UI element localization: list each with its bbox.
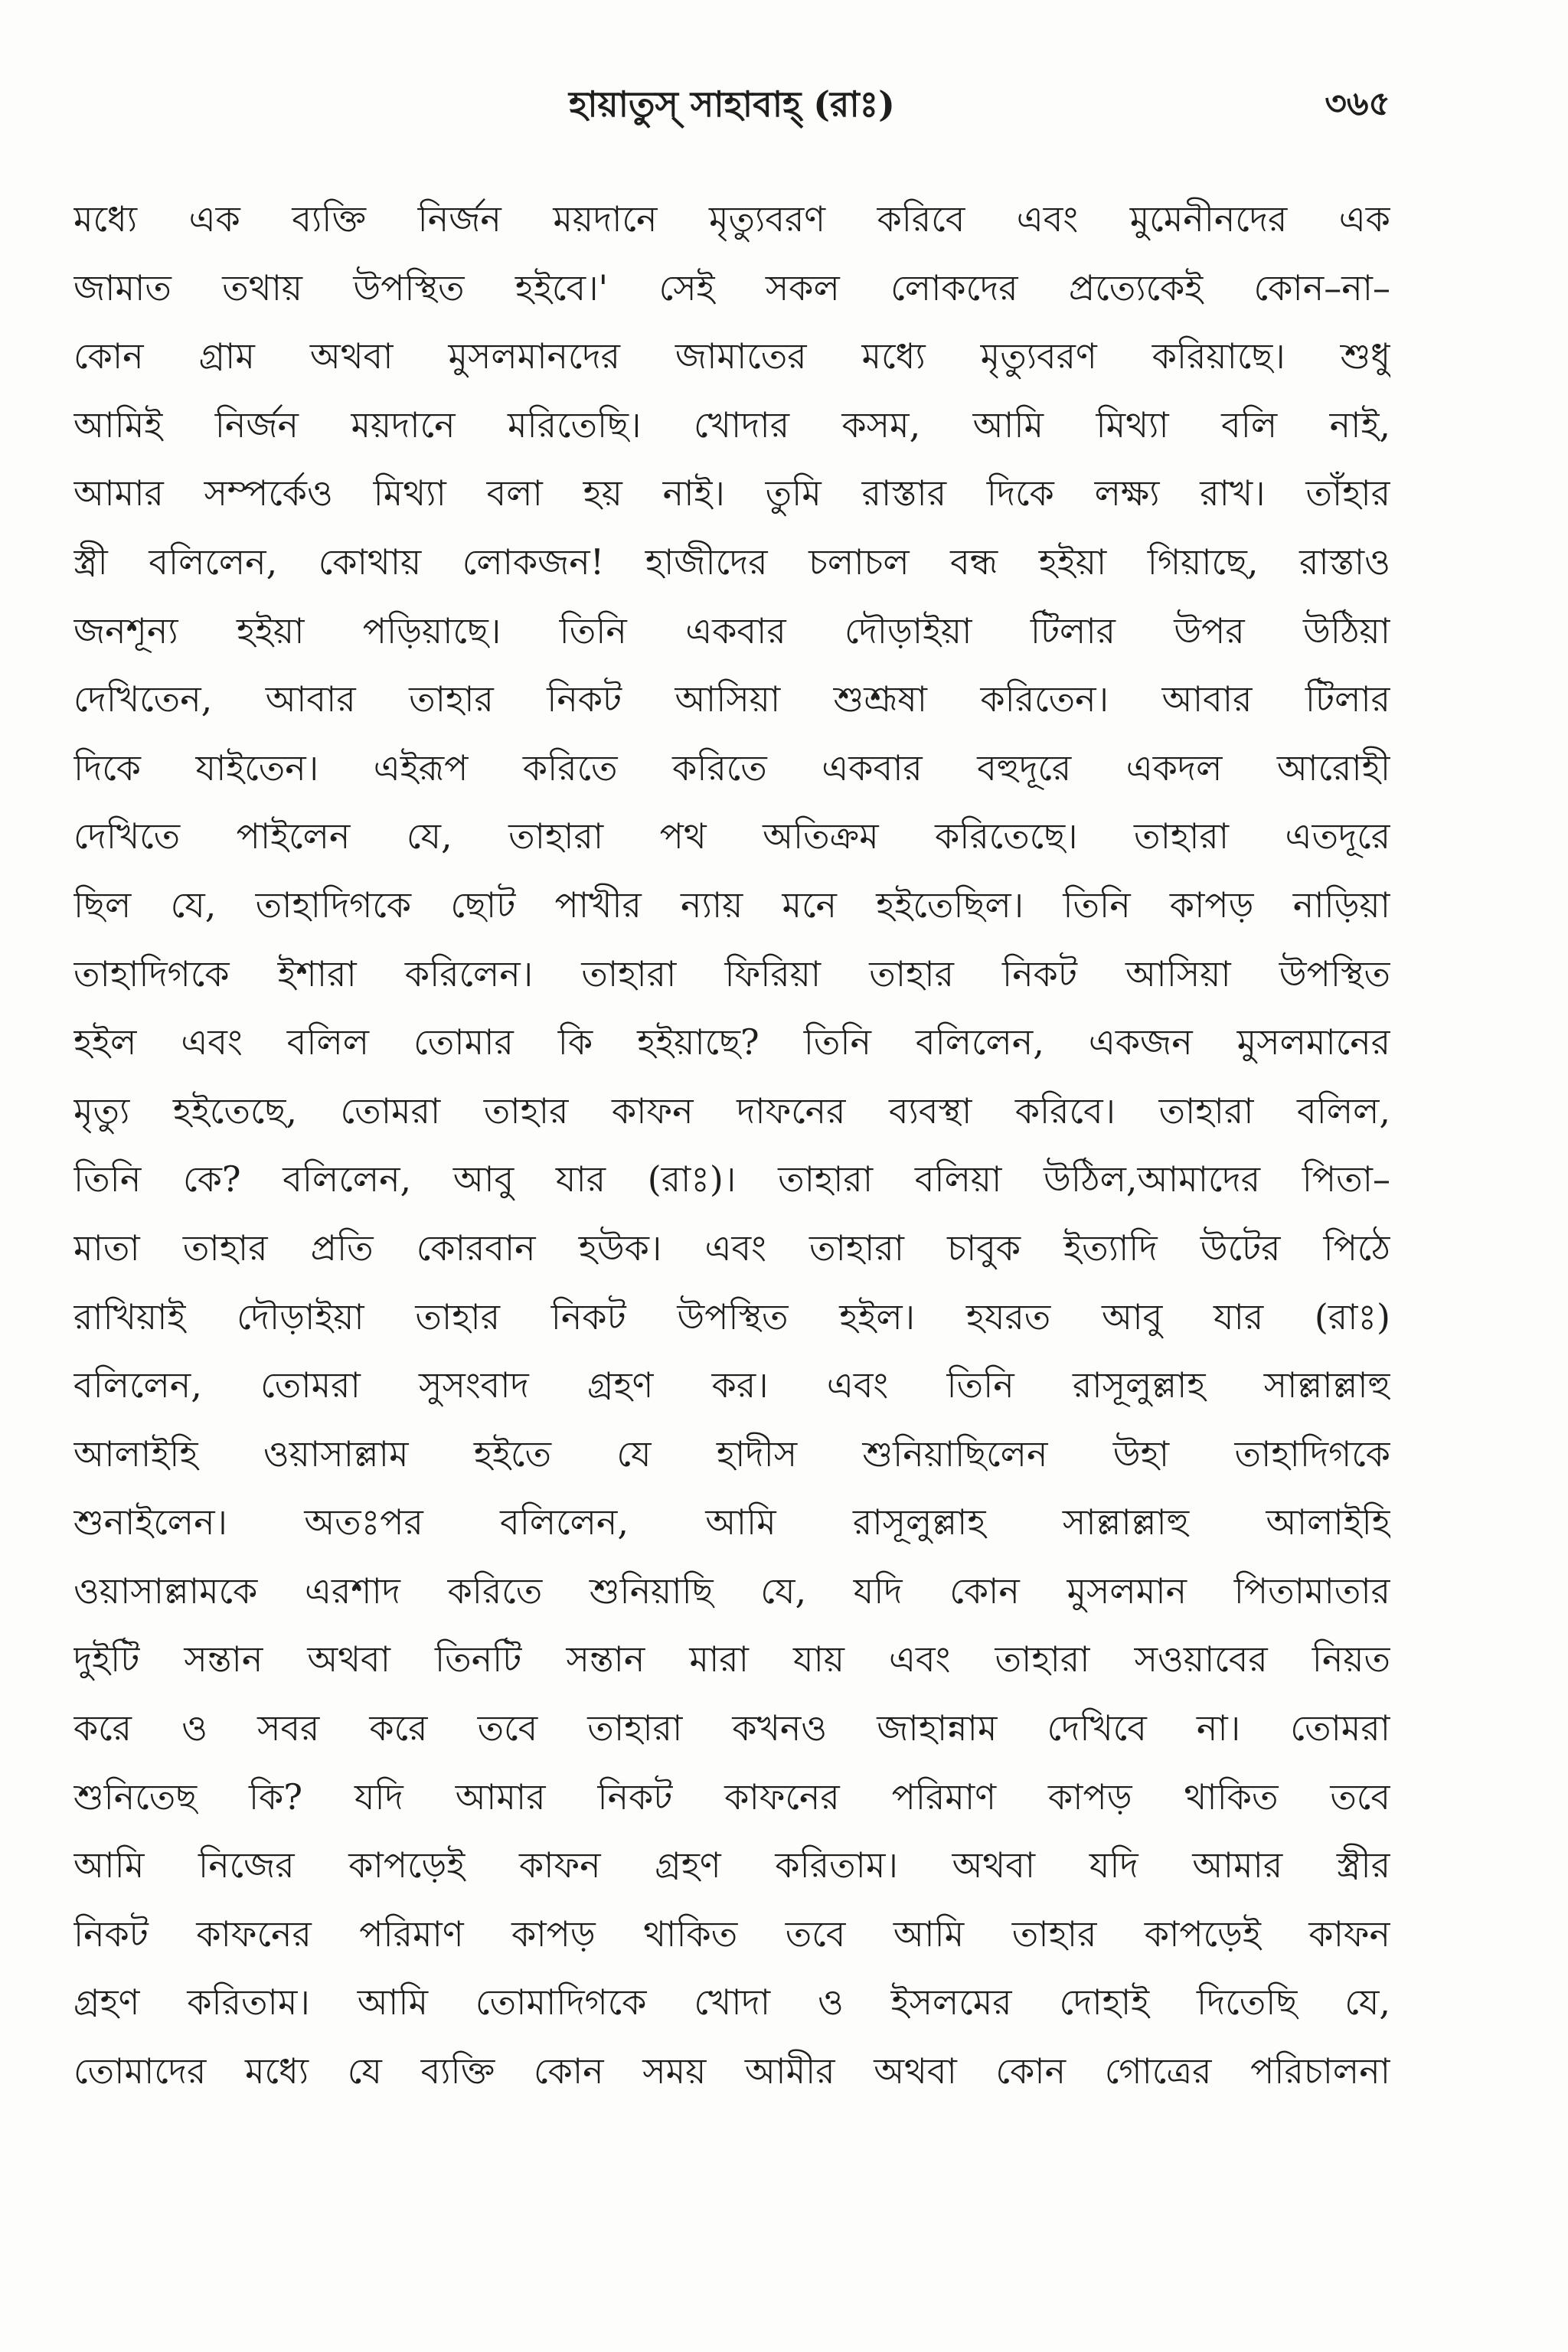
text-line: গ্রহণ করিতাম। আমি তোমাদিগকে খোদা ও ইসলমের দোহাই দিতেছি যে, bbox=[74, 1981, 1390, 2024]
text-line: ছিল যে, তাহাদিগকে ছোট পাখীর ন্যায় মনে হইতেছিল। তিনি কাপড় নাড়িয়া bbox=[74, 884, 1390, 926]
text-line: রাখিয়াই দৌড়াইয়া তাহার নিকট উপস্থিত হইল। হযরত আবু যার (রাঃ) bbox=[74, 1295, 1390, 1338]
text-line: জনশূন্য হইয়া পড়িয়াছে। তিনি একবার দৌড়াইয়া টিলার উপর উঠিয়া bbox=[74, 609, 1390, 652]
text-line: আলাইহি ওয়াসাল্লাম হইতে যে হাদীস শুনিয়াছিলেন উহা তাহাদিগকে bbox=[74, 1432, 1390, 1475]
text-line: করে ও সবর করে তবে তাহারা কখনও জাহান্নাম দেখিবে না। তোমরা bbox=[74, 1707, 1390, 1749]
text-line: বলিলেন, তোমরা সুসংবাদ গ্রহণ কর। এবং তিনি রাসূলুল্লাহ সাল্লাল্লাহু bbox=[74, 1364, 1390, 1406]
body-text bbox=[74, 185, 1390, 2106]
text-line: কোন গ্রাম অথবা মুসলমানদের জামাতের মধ্যে মৃত্যুবরণ করিয়াছে। শুধু bbox=[74, 335, 1390, 377]
page-number: ৩৬৫ bbox=[1325, 84, 1390, 123]
text-line: দুইটি সন্তান অথবা তিনটি সন্তান মারা যায় এবং তাহারা সওয়াবের নিয়ত bbox=[74, 1638, 1390, 1681]
text-line: আমিই নির্জন ময়দানে মরিতেছি। খোদার কসম, আমি মিথ্যা বলি নাই, bbox=[74, 403, 1390, 446]
text-line: শুনাইলেন। অতঃপর বলিলেন, আমি রাসূলুল্লাহ সাল্লাল্লাহু আলাইহি bbox=[74, 1501, 1390, 1544]
text-line: নিকট কাফনের পরিমাণ কাপড় থাকিত তবে আমি তাহার কাপড়েই কাফন bbox=[74, 1913, 1390, 1955]
text-line: তাহাদিগকে ইশারা করিলেন। তাহারা ফিরিয়া তাহার নিকট আসিয়া উপস্থিত bbox=[74, 952, 1390, 995]
text-line: শুনিতেছ কি? যদি আমার নিকট কাফনের পরিমাণ কাপড় থাকিত তবে bbox=[74, 1775, 1390, 1818]
text-line: দেখিতে পাইলেন যে, তাহারা পথ অতিক্রম করিতেছে। তাহারা এতদূরে bbox=[74, 815, 1390, 858]
text-line: স্ত্রী বলিলেন, কোথায় লোকজন! হাজীদের চলাচল বন্ধ হইয়া গিয়াছে, রাস্তাও bbox=[74, 541, 1390, 583]
text-line: আমি নিজের কাপড়েই কাফন গ্রহণ করিতাম। অথবা যদি আমার স্ত্রীর bbox=[74, 1844, 1390, 1886]
text-line: দিকে যাইতেন। এইরূপ করিতে করিতে একবার বহুদূরে একদল আরোহী bbox=[74, 746, 1390, 789]
text-line: আমার সম্পর্কেও মিথ্যা বলা হয় নাই। তুমি রাস্তার দিকে লক্ষ্য রাখ। তাঁহার bbox=[74, 472, 1390, 514]
text-line: মধ্যে এক ব্যক্তি নির্জন ময়দানে মৃত্যুবরণ করিবে এবং মুমেনীনদের এক bbox=[74, 198, 1390, 240]
running-title: হায়াতুস্ সাহাবাহ্ (রাঃ) bbox=[569, 83, 895, 125]
text-line: ওয়াসাল্লামকে এরশাদ করিতে শুনিয়াছি যে, যদি কোন মুসলমান পিতামাতার bbox=[74, 1570, 1390, 1612]
running-header bbox=[74, 75, 1390, 133]
text-line: হইল এবং বলিল তোমার কি হইয়াছে? তিনি বলিলেন, একজন মুসলমানের bbox=[74, 1021, 1390, 1063]
text-line: তিনি কে? বলিলেন, আবু যার (রাঃ)। তাহারা বলিয়া উঠিল,আমাদের পিতা– bbox=[74, 1158, 1390, 1200]
text-line: মৃত্যু হইতেছে, তোমরা তাহার কাফন দাফনের ব্যবস্থা করিবে। তাহারা বলিল, bbox=[74, 1089, 1390, 1132]
text-line: দেখিতেন, আবার তাহার নিকট আসিয়া শুশ্রূষা করিতেন। আবার টিলার bbox=[74, 678, 1390, 720]
text-line: তোমাদের মধ্যে যে ব্যক্তি কোন সময় আমীর অথবা কোন গোত্রের পরিচালনা bbox=[74, 2050, 1390, 2092]
text-line: জামাত তথায় উপস্থিত হইবে।' সেই সকল লোকদের প্রত্যেকেই কোন–না– bbox=[74, 266, 1390, 309]
text-line: মাতা তাহার প্রতি কোরবান হউক। এবং তাহারা চাবুক ইত্যাদি উটের পিঠে bbox=[74, 1227, 1390, 1269]
